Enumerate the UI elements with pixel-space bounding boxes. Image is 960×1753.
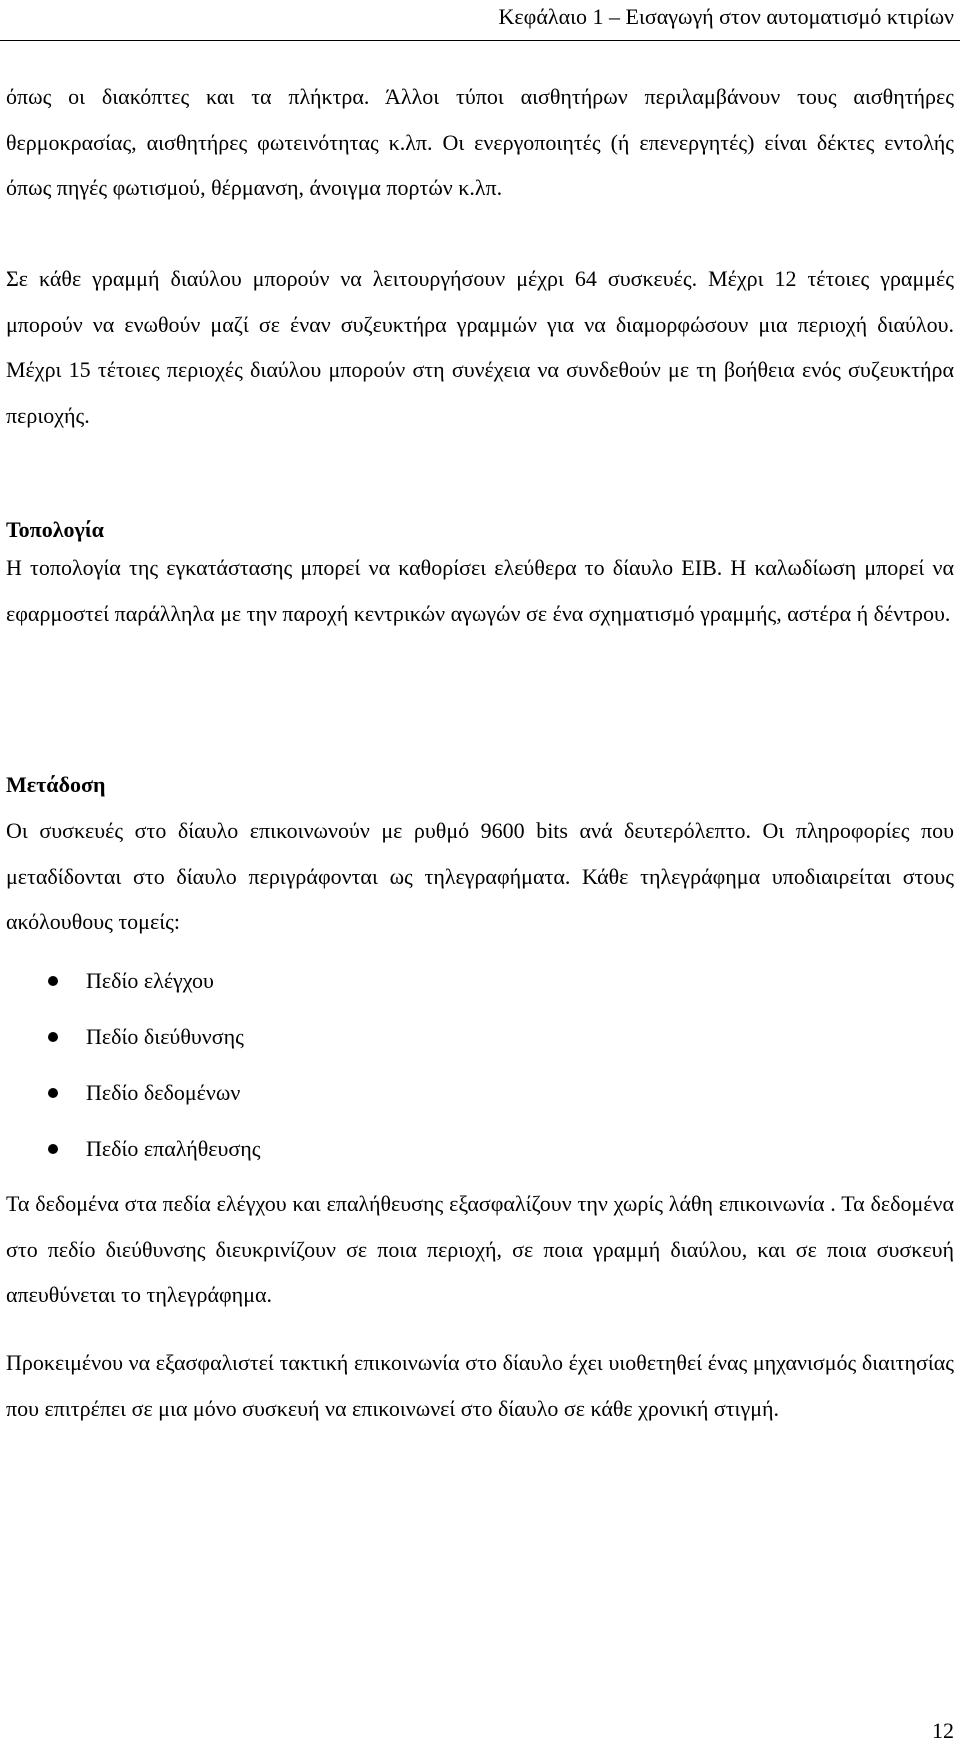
bullet-icon [48,976,58,986]
section-title-transmission: Μετάδοση [6,772,106,797]
list-item-label: Πεδίο δεδομένων [86,1080,241,1105]
bullet-icon [48,1144,58,1154]
list-item-label: Πεδίο επαλήθευσης [86,1136,261,1161]
list-item-label: Πεδίο ελέγχου [86,968,214,993]
running-header: Κεφάλαιο 1 – Εισαγωγή στον αυτοματισμό κτιρίων [498,4,954,29]
page-number: 12 [932,1718,954,1743]
paragraph-bus-lines: Σε κάθε γραμμή διαύλου μπορούν να λειτουργήσουν μέχρι 64 συσκευές. Μέχρι 12 τέτοιες γραμμές μπορούν να ενωθούν μαζί σε έναν συζευκτήρα γραμμών για να διαμορφώσουν μια περιοχή διαύλου. Μέχρι 15 τέτοιες περιοχές διαύλου μπορούν στη συνέχεια να συνδεθούν με τη βοήθεια ενός συζευκτήρα περιοχής. [6,266,954,428]
paragraph-sensors-actuators: όπως οι διακόπτες και τα πλήκτρα. Άλλοι τύποι αισθητήρων περιλαμβάνουν τους αισθητήρες θερμοκρασίας, αισθητήρες φωτεινότητας κ.λπ. Οι ενεργοποιητές (ή επενεργητές) είναι δέκτες εντολής όπως πηγές φωτισμού, θέρμανση, άνοιγμα πορτών κ.λπ. [6,84,954,200]
section-title-topology: Τοπολογία [6,517,104,542]
paragraph-topology: Η τοπολογία της εγκατάστασης μπορεί να καθορίσει ελεύθερα το δίαυλο EIB. Η καλωδίωση μπορεί να εφαρμοστεί παράλληλα με την παροχή κεντρικών αγωγών σε ένα σχηματισμό γραμμής, αστέρα ή δέντρου. [6,555,954,626]
bullet-icon [48,1088,58,1098]
list-item-label: Πεδίο διεύθυνσης [86,1024,244,1049]
paragraph-arbitration: Προκειμένου να εξασφαλιστεί τακτική επικοινωνία στο δίαυλο έχει υιοθετηθεί ένας μηχανισμός διαιτησίας που επιτρέπει σε μια μόνο συσκευή να επικοινωνεί στο δίαυλο σε κάθε χρονική στιγμή. [6,1350,954,1421]
header-divider [0,40,960,41]
paragraph-data-fields: Τα δεδομένα στα πεδία ελέγχου και επαλήθευσης εξασφαλίζουν την χωρίς λάθη επικοινωνία . Τα δεδομένα στο πεδίο διεύθυνσης διευκρινίζουν σε ποια περιοχή, σε ποια γραμμή διαύλου, και σε ποια συσκευή απευθύνεται το τηλεγράφημα. [6,1191,954,1307]
paragraph-transmission: Οι συσκευές στο δίαυλο επικοινωνούν με ρυθμό 9600 bits ανά δευτερόλεπτο. Οι πληροφορίες που μεταδίδονται στο δίαυλο περιγράφονται ως τηλεγραφήματα. Κάθε τηλεγράφημα υποδιαιρείται στους ακόλουθους τομείς: [6,818,954,934]
bullet-icon [48,1032,58,1042]
